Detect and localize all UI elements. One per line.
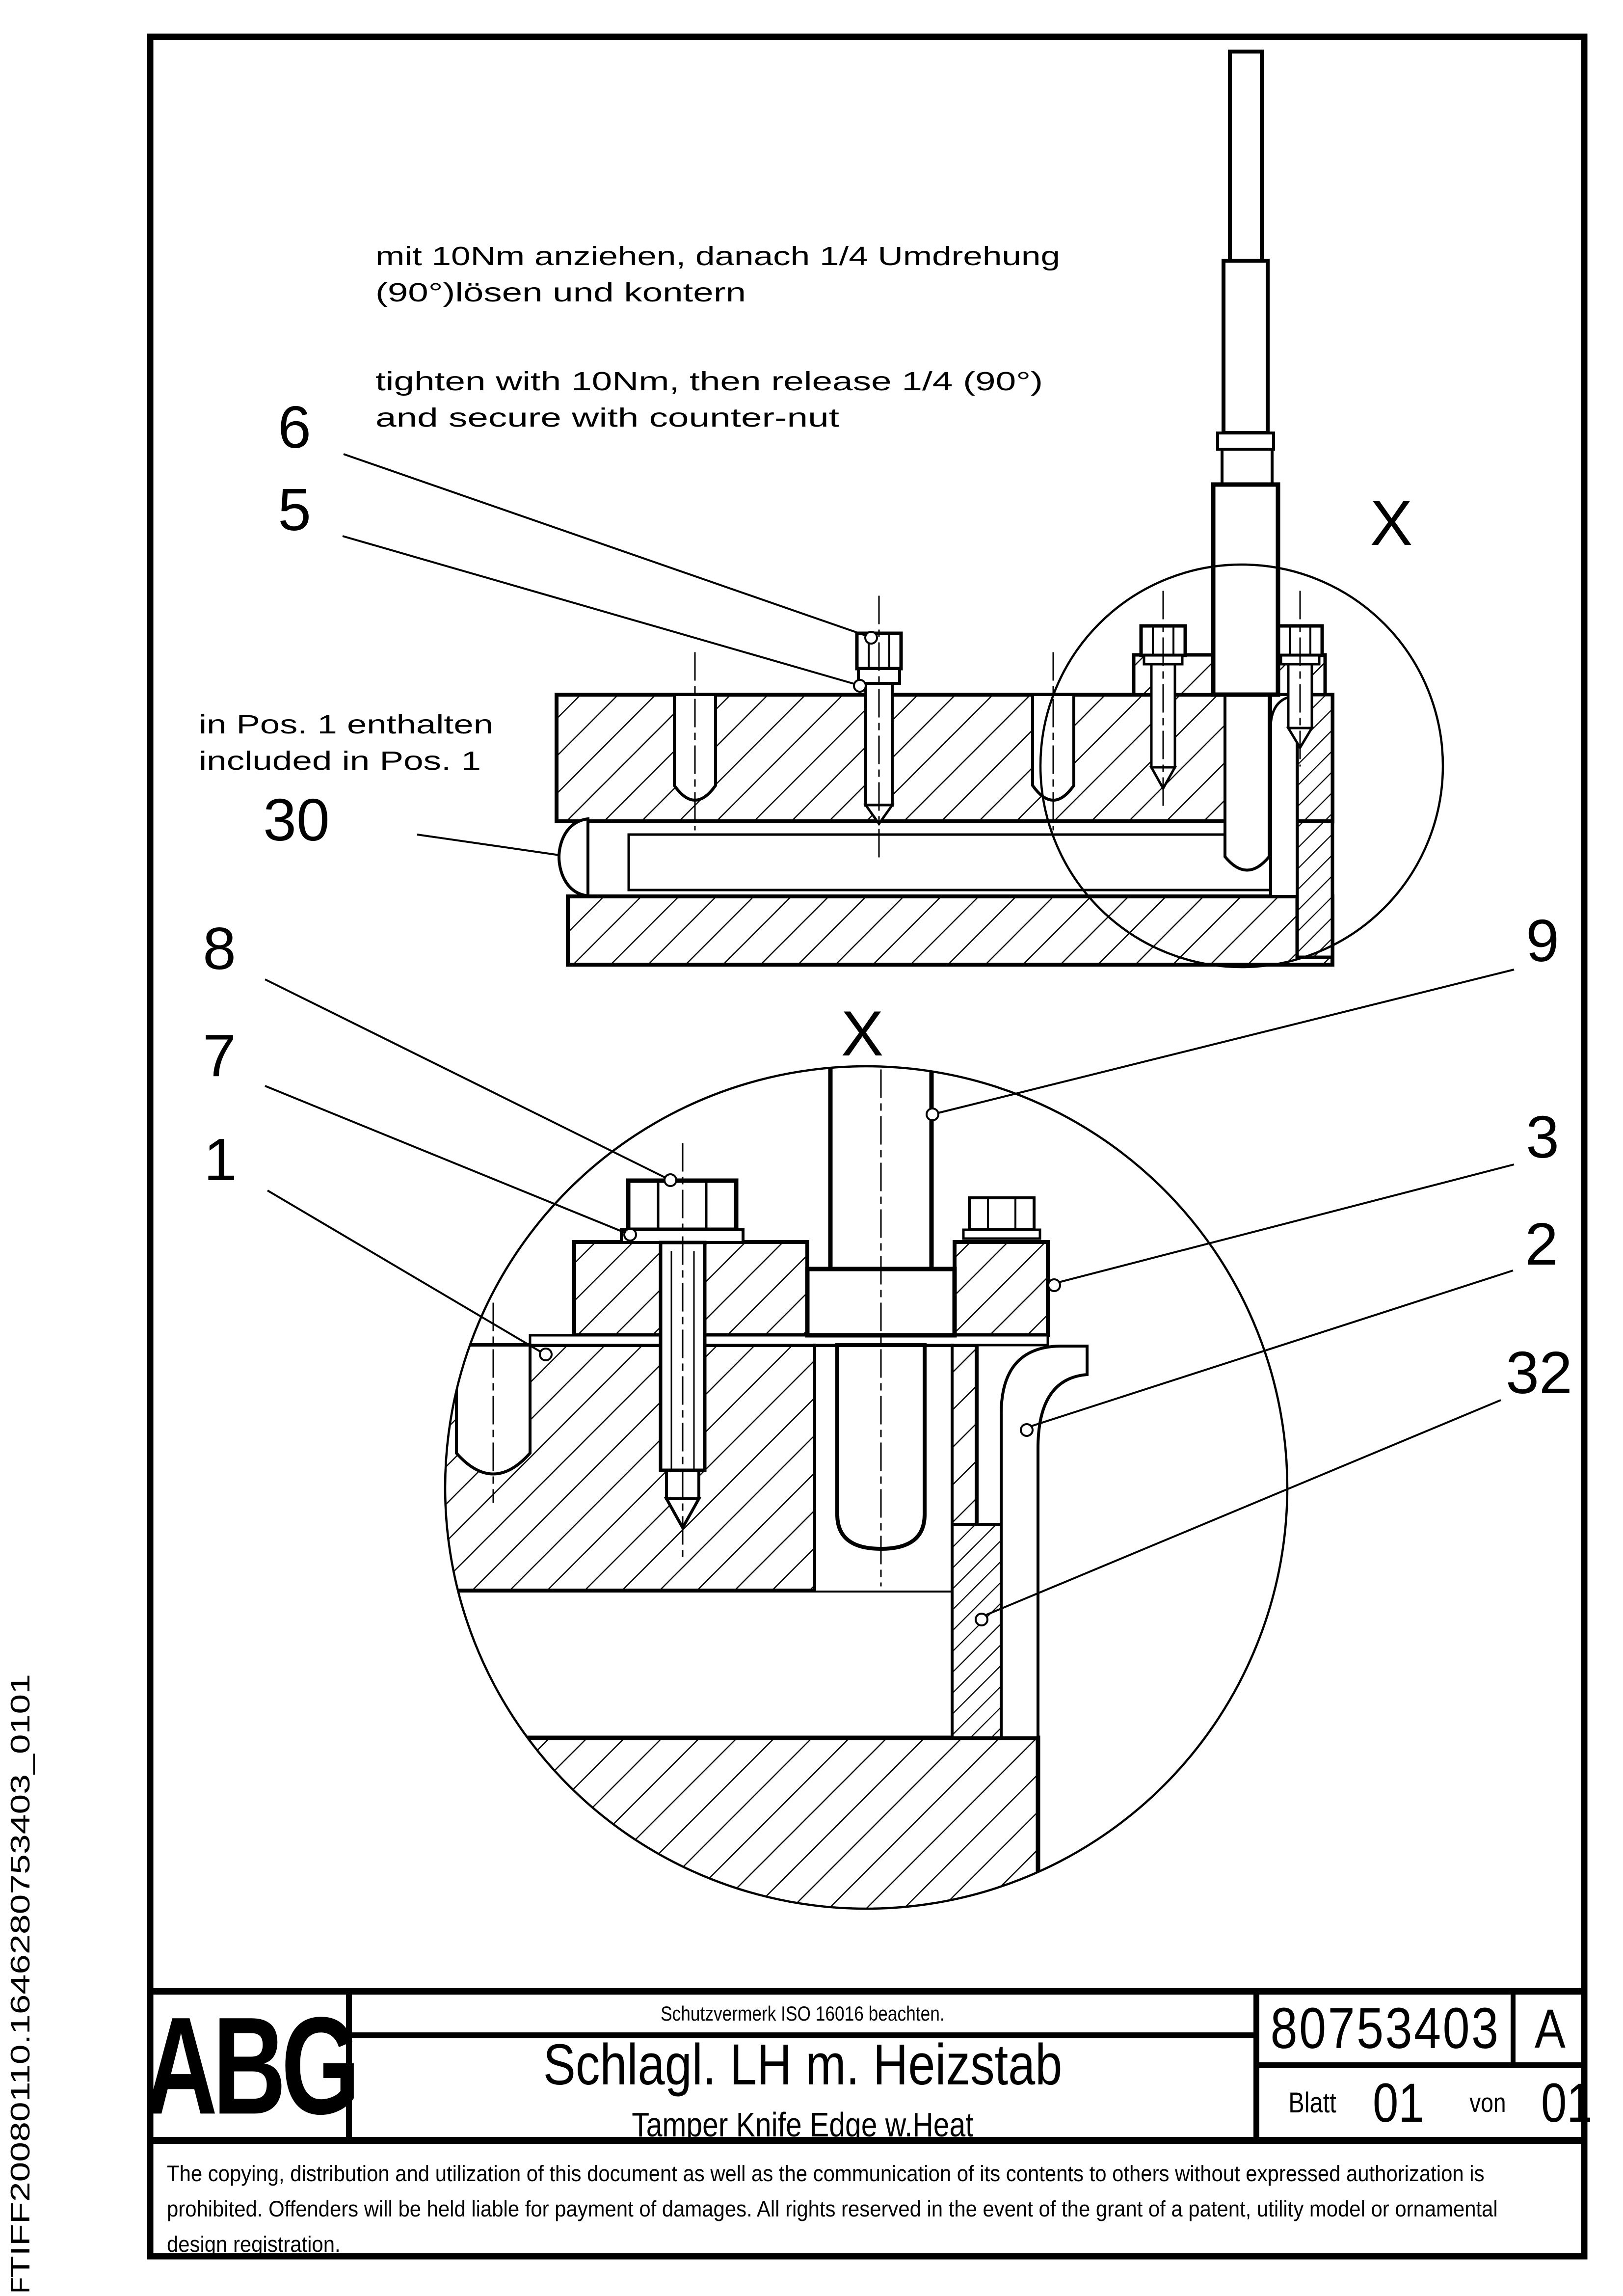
detail-marker-x-bottom: X xyxy=(841,998,884,1069)
sheet-cell xyxy=(1259,2068,1593,2137)
sidebar-doc-code-fragment: F xyxy=(5,2277,35,2294)
detail-marker-x-top: X xyxy=(1370,487,1413,559)
note-en-line2: and secure with counter-nut xyxy=(375,403,839,432)
protection-note-cell xyxy=(352,1995,1253,2032)
part-label-7: 7 xyxy=(203,1022,236,1089)
company-logo: ABG xyxy=(144,1988,355,2143)
drawing-title-de: Schlagl. LH m. Heizstab xyxy=(543,2032,1063,2097)
logo-cell xyxy=(144,1988,355,2143)
part-label-32: 32 xyxy=(1506,1339,1572,1406)
title-cell xyxy=(352,2032,1253,2144)
sidebar-doc-code: TIFF20080110.1646280753403_0101 xyxy=(5,1825,35,2278)
part-label-1: 1 xyxy=(204,1126,237,1193)
part-label-2: 2 xyxy=(1525,1211,1558,1277)
part-label-6: 6 xyxy=(278,394,311,460)
legal-notice-text: The copying, distribution and utilization of this document as well as the communication of its contents to others without expressed authorization is prohibited. Offenders will be held liable for payment of damages. All rights reserved in the event of the grant of a patent, utility model or ornamental design registration. xyxy=(167,2161,1498,2257)
pos-note-en: included in Pos. 1 xyxy=(199,746,481,776)
part-label-5: 5 xyxy=(278,476,311,543)
part-label-30: 30 xyxy=(263,786,330,853)
sheet-label: Blatt xyxy=(1288,2086,1336,2119)
note-de-line2: (90°)lösen und kontern xyxy=(375,278,746,307)
revision-cell xyxy=(1516,1995,1584,2062)
protection-note: Schutzvermerk ISO 16016 beachten. xyxy=(661,2001,945,2025)
note-en-line1: tighten with 10Nm, then release 1/4 (90°) xyxy=(375,367,1043,396)
document-number-cell xyxy=(1259,1995,1511,2062)
pos-note-de: in Pos. 1 enthalten xyxy=(199,710,493,739)
part-label-3: 3 xyxy=(1526,1104,1559,1170)
right-clamp-bolt xyxy=(963,1198,1040,1239)
sheet-number: 01 xyxy=(1373,2072,1424,2134)
document-number: 80753403 xyxy=(1270,1996,1500,2061)
sheet-total: 01 xyxy=(1541,2072,1593,2134)
legal-notice-box xyxy=(167,2156,1566,2262)
part-label-9: 9 xyxy=(1526,907,1559,974)
drawing-title-en: Tamper Knife Edge w.Heat xyxy=(632,2105,974,2144)
sheet-of-label: von xyxy=(1469,2087,1506,2118)
note-de-line1: mit 10Nm anziehen, danach 1/4 Umdrehung xyxy=(375,242,1060,271)
part-label-8: 8 xyxy=(203,915,236,982)
revision-letter: A xyxy=(1534,1998,1566,2059)
